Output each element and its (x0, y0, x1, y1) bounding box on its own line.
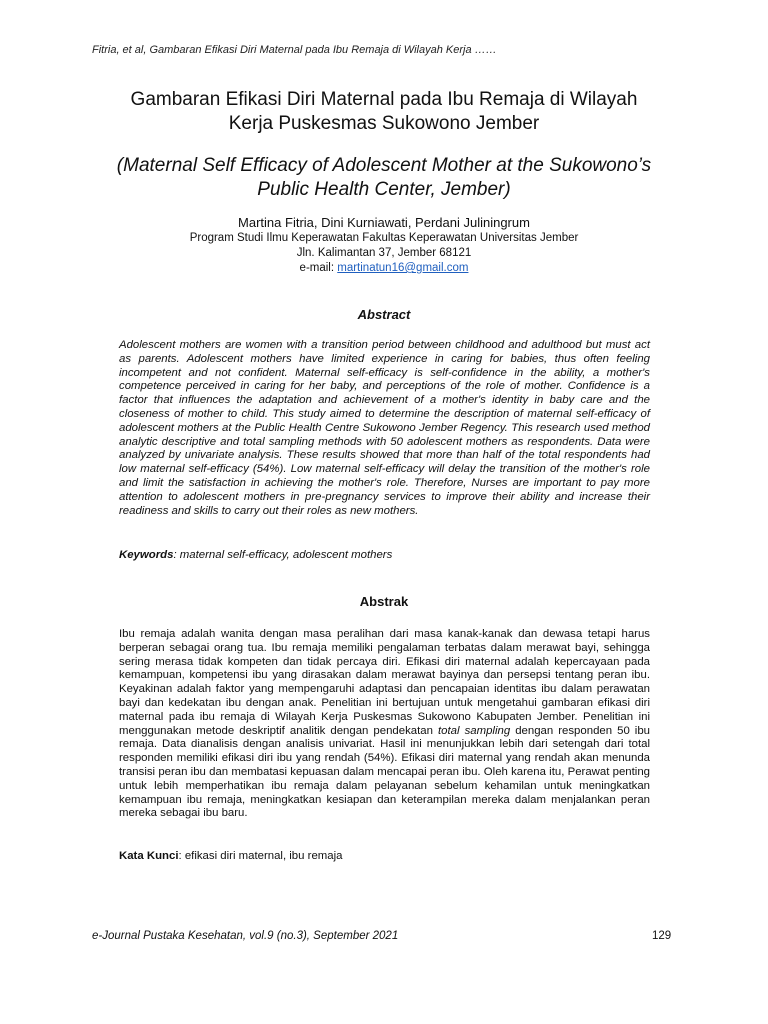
keywords-label: Keywords (119, 549, 174, 561)
title-indonesian (60, 88, 708, 136)
email-label: e-mail: (299, 262, 338, 274)
footer-journal-citation: e-Journal Pustaka Kesehatan, vol.9 (no.3), September 2021 (92, 930, 399, 942)
author-names: Martina Fitria, Dini Kurniawati, Perdani Juliningrum (238, 215, 530, 230)
abstract-english-text: Adolescent mothers are women with a transition period between childhood and adulthood but must act as parents. Adolescent mothers have limited experience in caring for babies, thus often feeling incompetent and not confident. Maternal self-efficacy is self-confidence in the ability, a mother's competence perceived in caring for her baby, and perceptions of the role of mother. Confidence is a factor that influences the adaptation and achievement of a mother's identity in baby care and the closeness of mother to child. This study aimed to determine the description of maternal self-efficacy of adolescent mothers at the Public Health Centre Sukowono Jember Regency. This research used method analytic descriptive and total sampling methods with 50 adolescent mothers as respondents. Data were analyzed by univariate analysis. These results showed that more than half of the total respondents had low maternal self-efficacy (54%). Low maternal self-efficacy will delay the transition of the mother's role and limit the satisfaction in achieving the mother's role. Therefore, Nurses are important to pay more attention to adolescent mothers in pre-pregnancy services to improve their ability and increase their readiness and skills to carry out their roles as new mothers. (119, 339, 650, 517)
keywords-english (119, 549, 392, 561)
running-header: Fitria, et al, Gambaran Efikasi Diri Maternal pada Ibu Remaja di Wilayah Kerja …… (92, 44, 497, 56)
abstrak-text-italic: total sampling (438, 724, 511, 737)
email-line (60, 261, 708, 276)
author-block (60, 214, 708, 276)
email-link[interactable]: martinatun16@gmail.com (337, 262, 469, 274)
address: Jln. Kalimantan 37, Jember 68121 (296, 247, 472, 259)
abstract-indonesian-text (119, 628, 650, 821)
title-english-line2: Public Health Center, Jember) (257, 179, 511, 200)
abstrak-text-part2: dengan responden 50 ibu remaja. Data dianalisis dengan analisis univariat. Hasil ini menunjukkan lebih dari setengah dari total responden memiliki efikasi diri ibu yang rendah (54%). Efikasi diri maternal yang rendah akan menunda transisi peran ibu dan membatasi kepuasan dalam mencapai peran ibu. Oleh karena itu, Perawat penting untuk lebih memperhatikan ibu remaja dalam pelayanan sebelum kehamilan untuk meningkatkan kemampuan ibu remaja, meningkatkan kesiapan dan keterampilan mereka dalam menjalankan peran mereka sebagai ibu baru. (119, 724, 651, 820)
abstract-heading: Abstract (357, 307, 411, 322)
page-number: 129 (652, 930, 672, 942)
abstrak-text-part1: Ibu remaja adalah wanita dengan masa peralihan dari masa kanak-kanak dan dewasa tetapi harus berperan sebagai orang tua. Ibu remaja memiliki pengalaman terbatas dalam merawat bayi, sehingga sering merasa tidak kompeten dan tidak percaya diri. Efikasi diri maternal adalah kepercayaan pada kemampuan, kompetensi ibu yang dirasakan dalam merawat bayinya dan persepsi tentang peran ibu. Keyakinan adalah faktor yang mempengaruhi adaptasi dan pencapaian identitas ibu dalam perawatan bayi dan kedekatan ibu dengan anak. Penelitian ini bertujuan untuk mengetahui gambaran efikasi diri maternal pada ibu remaja di Wilayah Kerja Puskesmas Sukowono Kabupaten Jember. Penelitian ini menggunakan metode deskriptif analitik dengan pendekatan (119, 628, 650, 737)
title-english-line1: (Maternal Self Efficacy of Adolescent Mother at the Sukowono’s (116, 155, 652, 176)
title-indonesian-line1: Gambaran Efikasi Diri Maternal pada Ibu Remaja di Wilayah (130, 89, 638, 110)
title-english (60, 154, 708, 202)
keywords-indonesian (119, 850, 342, 862)
title-indonesian-line2: Kerja Puskesmas Sukowono Jember (228, 113, 540, 134)
kata-kunci-value: : efikasi diri maternal, ibu remaja (178, 850, 343, 862)
affiliation: Program Studi Ilmu Keperawatan Fakultas Keperawatan Universitas Jember (189, 232, 579, 244)
kata-kunci-label: Kata Kunci (119, 850, 179, 862)
title-block (60, 88, 708, 202)
abstrak-heading: Abstrak (359, 594, 409, 609)
keywords-value: : maternal self-efficacy, adolescent mothers (173, 549, 393, 561)
